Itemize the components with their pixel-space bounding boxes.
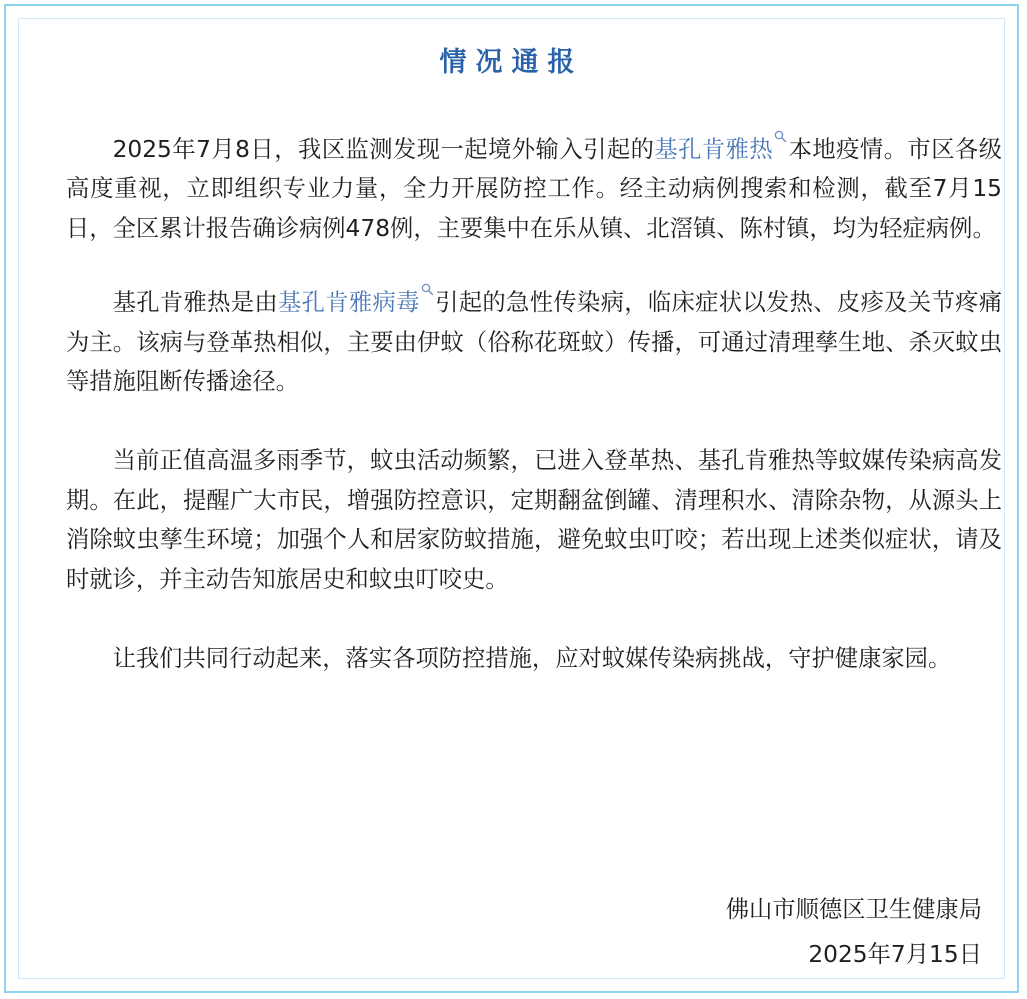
chikungunya-fever-link[interactable]: 基孔肯雅热: [654, 136, 774, 163]
magnifier-icon[interactable]: [421, 283, 434, 296]
paragraph-2: [66, 283, 1002, 401]
paragraph-2-text-after: 引起的急性传染病，临床症状以发热、皮疹及关节疼痛为主。该病与登革热相似，主要由伊蚊（俗称花斑蚊）传播，可通过清理孳生地、杀灭蚊虫等措施阻断传播途径。: [66, 289, 1003, 396]
notice-body: [66, 130, 1002, 678]
magnifier-icon[interactable]: [774, 130, 787, 143]
chikungunya-virus-link[interactable]: 基孔肯雅病毒: [278, 289, 420, 317]
notice-title: 情况通报: [439, 47, 584, 78]
notice-frame: [4, 4, 1019, 993]
paragraph-4: 让我们共同行动起来，落实各项防控措施，应对蚊媒传染病挑战，守护健康家园。: [112, 645, 952, 673]
signature-date: 2025年7月15日: [808, 941, 982, 968]
paragraph-1-text-after: 本地疫情。市区各级高度重视，立即组织专业力量，全力开展防控工作。经主动病例搜索和检测，截至7月15日，全区累计报告确诊病例478例，主要集中在乐从镇、北滘镇、陈村镇，均为轻症病例。: [66, 136, 1003, 242]
signature-organization: 佛山市顺德区卫生健康局: [725, 896, 982, 923]
paragraph-1: [66, 130, 1002, 248]
paragraph-3: 当前正值高温多雨季节，蚊虫活动频繁，已进入登革热、基孔肯雅热等蚊媒传染病高发期。在此，提醒广大市民，增强防控意识，定期翻盆倒罐、清理积水、清除杂物，从源头上消除蚊虫孳生环境；加强个人和居家防蚊措施，避免蚊虫叮咬；若出现上述类似症状，请及时就诊，并主动告知旅居史和蚊虫叮咬史。: [66, 447, 1002, 593]
paragraph-1-text-before: 2025年7月8日，我区监测发现一起境外输入引起的: [112, 136, 655, 163]
paragraph-2-text-before: 基孔肯雅热是由: [112, 289, 279, 317]
